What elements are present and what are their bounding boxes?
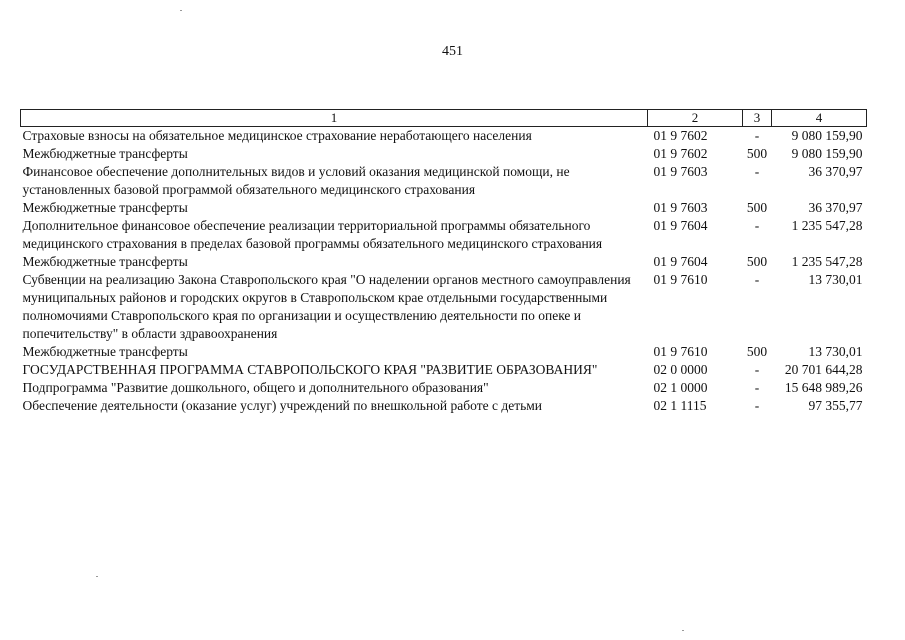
row-amount: 13 730,01 — [808, 344, 863, 359]
row-type: - — [754, 164, 760, 179]
table-row — [21, 397, 867, 415]
row-name: Субвенции на реализацию Закона Ставропольского края "О наделении органов местного самоуправления муниципальных районов и городских округов в Ставропольском крае отдельными государственными полномочиями Ставропольского края по организации и осуществлению деятельности по опеке и попечительству" в области здравоохранения — [22, 272, 631, 341]
row-amount: 1 235 547,28 — [791, 218, 863, 233]
row-amount: 97 355,77 — [808, 398, 863, 413]
row-type: 500 — [746, 254, 768, 269]
column-header-4: 4 — [772, 110, 867, 127]
row-code: 01 9 7604 — [653, 218, 708, 233]
row-amount: 20 701 644,28 — [784, 362, 863, 377]
column-header-2: 2 — [648, 110, 743, 127]
budget-table-container — [20, 109, 866, 415]
row-amount: 15 648 989,26 — [784, 380, 863, 395]
header-row — [21, 110, 867, 127]
column-header-3: 3 — [743, 110, 772, 127]
table-row — [21, 343, 867, 361]
row-name: Дополнительное финансовое обеспечение реализации территориальной программы обязательного медицинского страхования в пределах базовой программы обязательного медицинского страхования — [22, 218, 603, 251]
row-amount: 13 730,01 — [808, 272, 863, 287]
row-name: ГОСУДАРСТВЕННАЯ ПРОГРАММА СТАВРОПОЛЬСКОГО КРАЯ "РАЗВИТИЕ ОБРАЗОВАНИЯ" — [22, 362, 598, 377]
row-name: Межбюджетные трансферты — [22, 200, 188, 215]
row-amount: 1 235 547,28 — [791, 254, 863, 269]
budget-table — [20, 109, 867, 415]
row-amount: 9 080 159,90 — [791, 128, 863, 143]
scan-speck — [96, 576, 98, 577]
column-header-1: 1 — [21, 110, 648, 127]
table-row — [21, 379, 867, 397]
table-header — [21, 110, 867, 127]
table-row — [21, 145, 867, 163]
row-name: Межбюджетные трансферты — [22, 344, 188, 359]
row-name: Обеспечение деятельности (оказание услуг) учреждений по внешкольной работе с детьми — [22, 398, 543, 413]
row-code: 02 0 0000 — [653, 362, 708, 377]
row-type: - — [754, 272, 760, 287]
row-type: - — [754, 128, 760, 143]
table-row — [21, 199, 867, 217]
table-row — [21, 127, 867, 146]
scan-speck — [682, 630, 684, 631]
row-code: 01 9 7602 — [653, 128, 708, 143]
row-type: - — [754, 218, 760, 233]
row-code: 01 9 7610 — [653, 272, 708, 287]
row-type: 500 — [746, 146, 768, 161]
row-code: 01 9 7603 — [653, 200, 708, 215]
row-type: 500 — [746, 200, 768, 215]
table-row — [21, 253, 867, 271]
scan-speck — [180, 10, 182, 11]
row-name: Межбюджетные трансферты — [22, 254, 188, 269]
row-name: Межбюджетные трансферты — [22, 146, 188, 161]
table-row — [21, 217, 867, 253]
table-body — [21, 127, 867, 416]
row-code: 02 1 1115 — [653, 398, 707, 413]
table-row — [21, 271, 867, 343]
row-type: - — [754, 362, 760, 377]
row-name: Страховые взносы на обязательное медицинское страхование неработающего населения — [22, 128, 532, 143]
page-number: 451 — [442, 44, 463, 59]
table-row — [21, 163, 867, 199]
row-name: Финансовое обеспечение дополнительных видов и условий оказания медицинской помощи, не установленных базовой программой обязательного медицинского страхования — [22, 164, 570, 197]
row-code: 02 1 0000 — [653, 380, 708, 395]
row-name: Подпрограмма "Развитие дошкольного, общего и дополнительного образования" — [22, 380, 489, 395]
row-amount: 9 080 159,90 — [791, 146, 863, 161]
row-amount: 36 370,97 — [808, 200, 863, 215]
row-code: 01 9 7603 — [653, 164, 708, 179]
row-type: - — [754, 380, 760, 395]
row-type: - — [754, 398, 760, 413]
row-code: 01 9 7602 — [653, 146, 708, 161]
row-code: 01 9 7610 — [653, 344, 708, 359]
row-type: 500 — [746, 344, 768, 359]
table-row — [21, 361, 867, 379]
row-code: 01 9 7604 — [653, 254, 708, 269]
row-amount: 36 370,97 — [808, 164, 863, 179]
